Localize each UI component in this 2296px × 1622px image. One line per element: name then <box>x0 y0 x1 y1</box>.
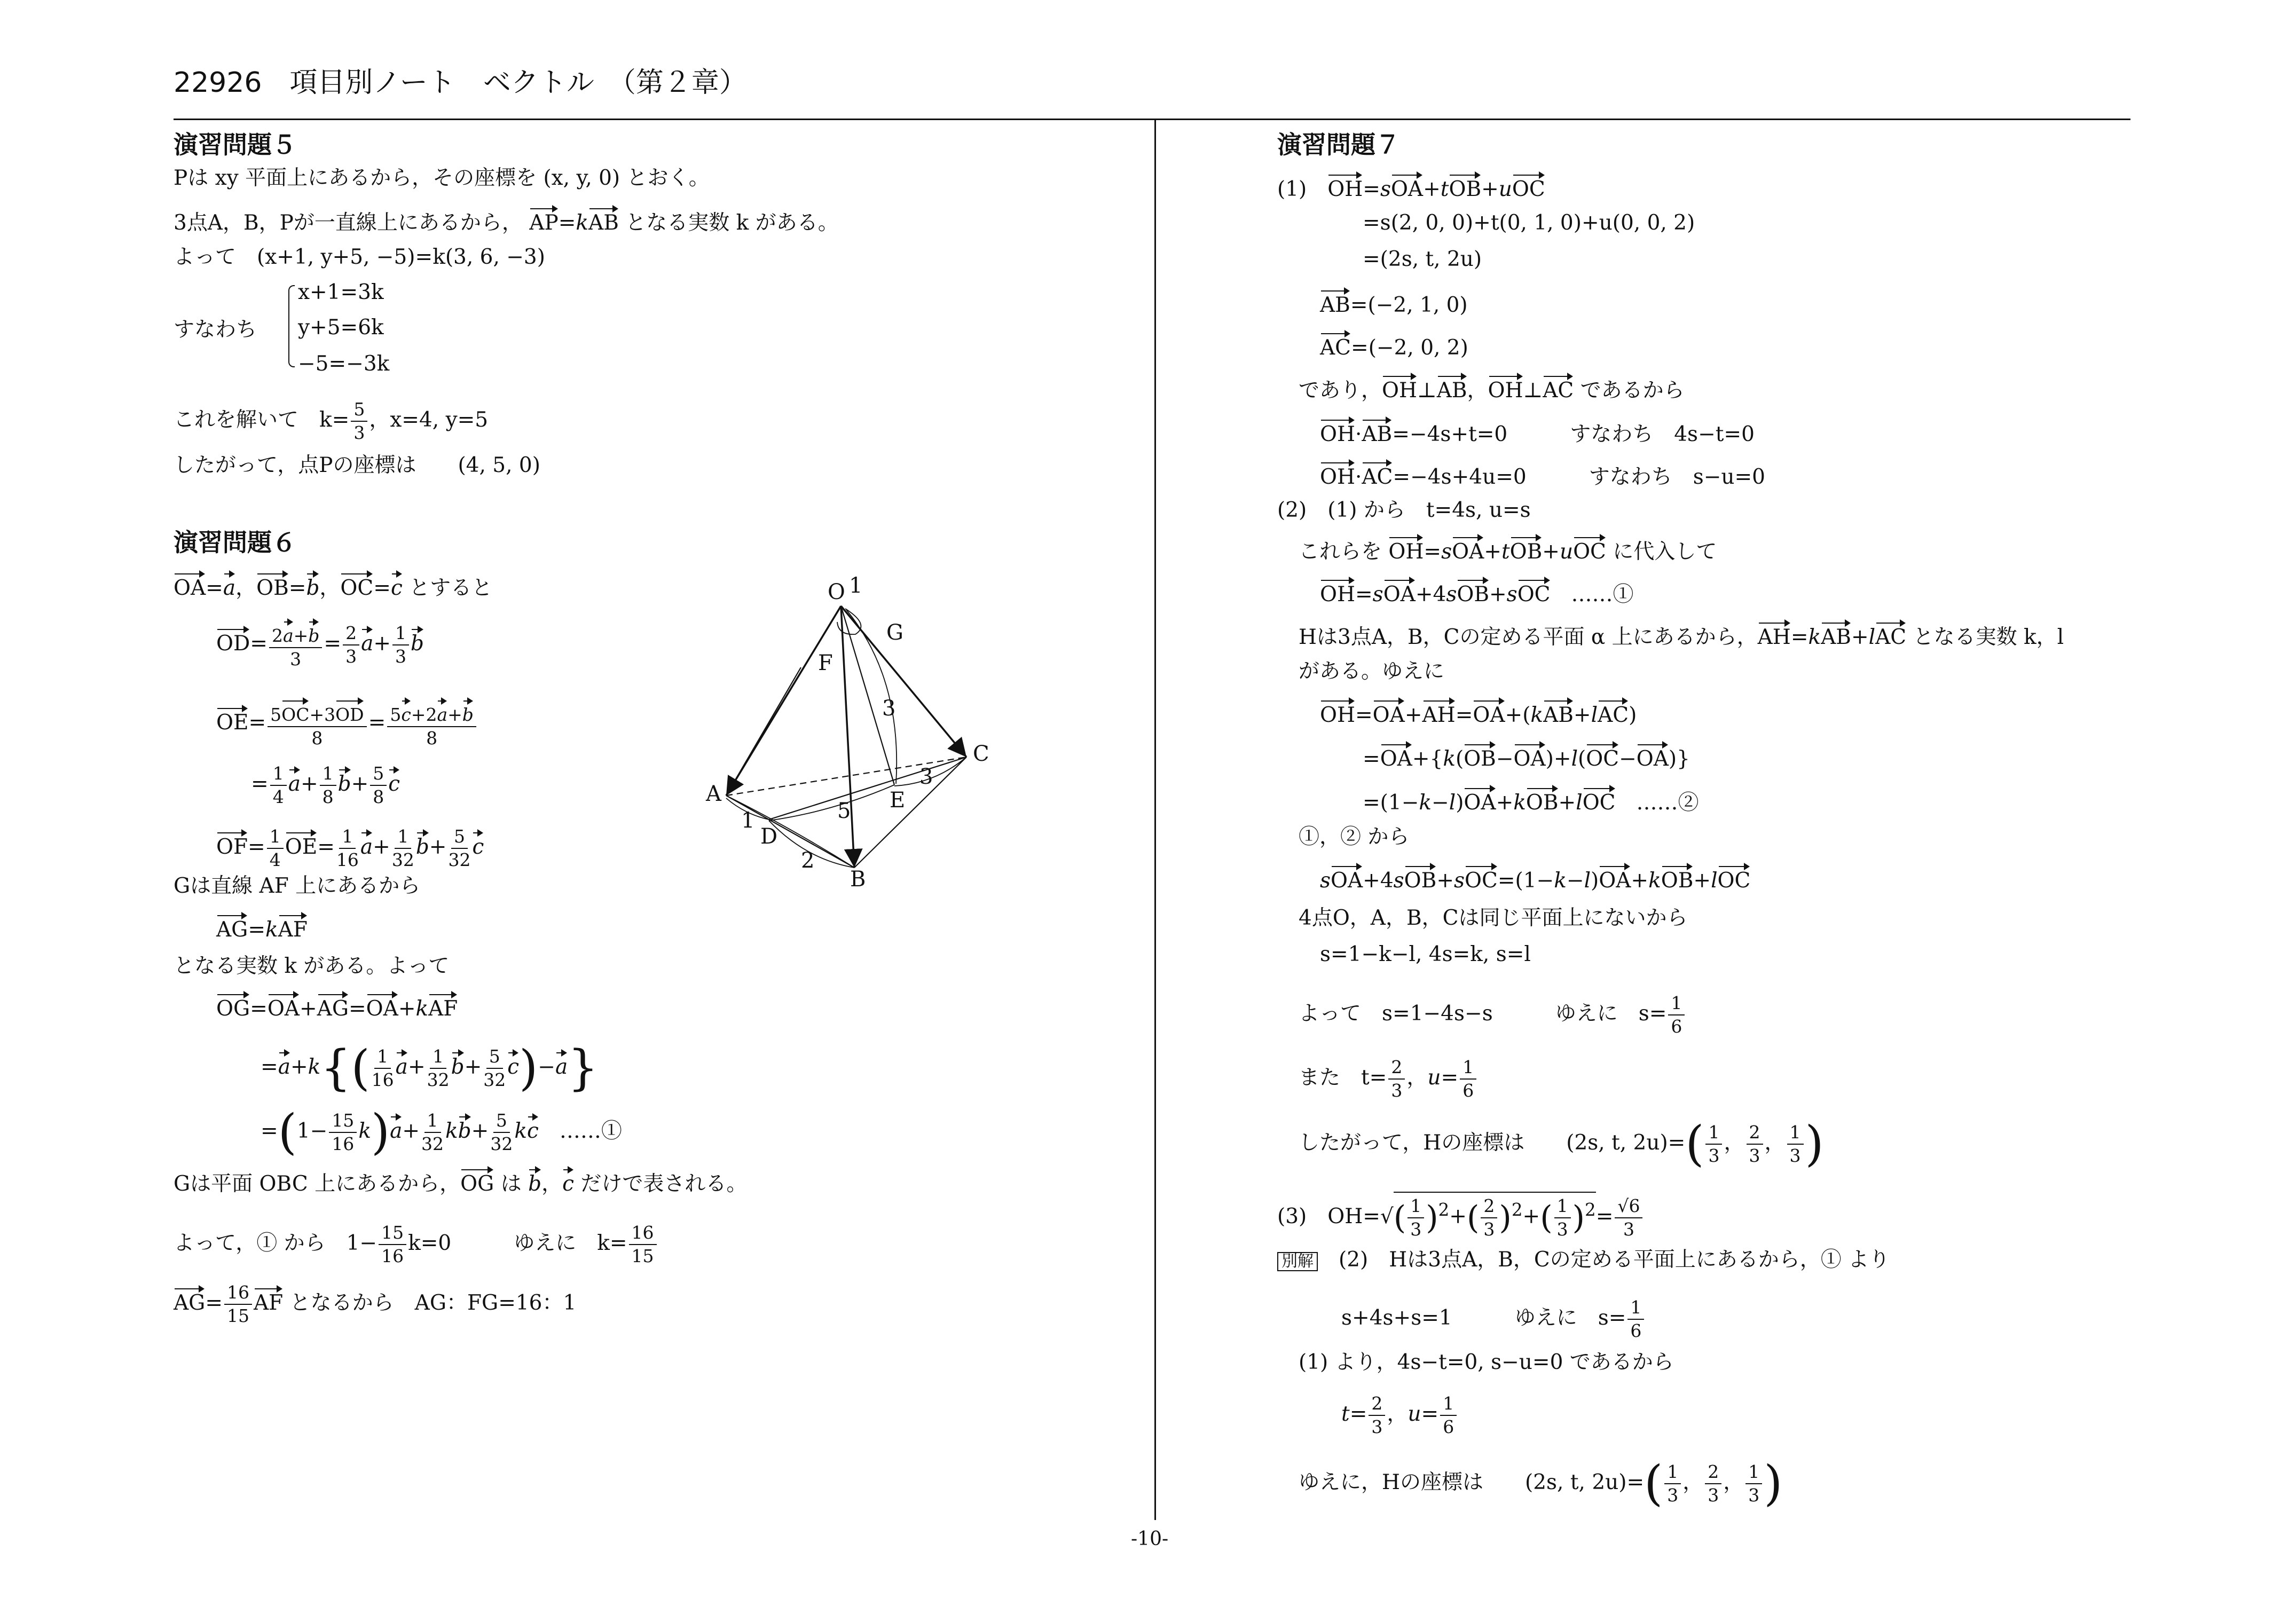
system-eq2: y+5=6k <box>298 316 384 340</box>
ex7-line10-pre: これらを <box>1299 540 1382 564</box>
label-2: 2 <box>801 848 815 873</box>
column-divider <box>1154 119 1156 1520</box>
ex7-line6-tail: であるから <box>1580 379 1685 403</box>
tetrahedron-diagram <box>694 561 1036 892</box>
ex7-ac: AC=(−2, 0, 2) <box>1320 332 1468 358</box>
page-number: -10- <box>1131 1528 1169 1550</box>
ex7-line25-text: (2) Hは3点A，B，Cの定める平面上にあるから，① より <box>1339 1248 1890 1272</box>
ex7-line8: OH·AC=−4s+4u=0 すなわち s−u=0 <box>1320 461 1765 487</box>
ex7-line23: したがって，Hの座標は (2s, t, 2u)=( $\frac{1}{3}$ ， $\frac{2}{3}$ ， $\frac{1}{3}$ ) <box>1299 1115 1824 1172</box>
page-title: 22926 項目別ノート ベクトル （第２章） <box>174 67 747 99</box>
label-3-ec: 3 <box>919 765 933 789</box>
ex7-line24: (3) OH=√( $\frac{1}{3}$ )$^2$+( $\frac{2}{3}$ )$^2$+( $\frac{1}{3}$ )$^2$= $\frac{√6}{3}$ <box>1277 1192 1644 1240</box>
ex6-g3-tail: だけで表される。 <box>580 1172 748 1196</box>
ex7-line7: OH·AB=−4s+t=0 すなわち 4s−t=0 <box>1320 419 1755 445</box>
ex7-line21-text: よって s=1−4s−s ゆえに s= <box>1299 1001 1667 1026</box>
ex7-line25 <box>1277 1249 1890 1271</box>
ex7-line15: =OA+{k(OB−OA)+l(OC−OA)} <box>1363 743 1690 769</box>
ex6-ag: AG=kAF <box>216 914 308 940</box>
label-1-top: 1 <box>849 573 863 598</box>
ex7-eq1-mark: ……① <box>1571 582 1634 607</box>
ex7-line16: =(1−k−l)OA+kOB+lOC ……② <box>1363 787 1699 813</box>
ex5-system <box>288 282 449 378</box>
ex7-part1-label: (1) <box>1277 177 1307 201</box>
ex7-line6-text: であり， <box>1299 379 1382 403</box>
ex6-final: AG= $\frac{16}{15}$ AF となるから AG：FG=16：1 <box>174 1282 577 1326</box>
ex6-oe2: = $\frac{1}{4}$ a+ $\frac{1}{8}$ b+ $\frac{5}{8}$ c <box>251 763 400 807</box>
line-DC <box>769 757 966 820</box>
ex5-line3: よって (x+1, y+5, −5)=k(3, 6, −3) <box>174 245 545 269</box>
ex5-line5-text: これを解いて k= <box>174 407 350 432</box>
ex7-line28: t= $\frac{2}{3}$ ，u= $\frac{1}{6}$ <box>1341 1393 1458 1437</box>
label-C: C <box>973 742 989 766</box>
ex7-line12-tail: となる実数 k，l <box>1913 625 2064 649</box>
ex5-heading: 演習問題５ <box>174 130 296 159</box>
system-eq3: −5=−3k <box>298 352 390 376</box>
ex7-line20: s=1−k−l, 4s=k, s=l <box>1320 942 1531 966</box>
ex5-line2-tail: となる実数 k がある。 <box>625 211 839 235</box>
ex6-od: OD= $\frac{2a+b}{3}$ = $\frac{2}{3}$ a+ $\frac{1}{3}$ b <box>216 620 424 670</box>
ex7-line22-text: また t= <box>1299 1065 1387 1090</box>
label-A: A <box>706 782 721 806</box>
ex7-line29-text: ゆえに，Hの座標は (2s, t, 2u)= <box>1299 1470 1645 1494</box>
ex6-g1: Gは直線 AF 上にあるから <box>174 874 421 898</box>
edge-BC <box>854 757 966 868</box>
ex7-line8-text: =−4s+4u=0 すなわち s−u=0 <box>1393 465 1765 489</box>
ex7-line17: ①，② から <box>1299 825 1410 849</box>
system-eq1: x+1=3k <box>298 280 384 304</box>
ex7-line11: OH=sOA+4sOB+sOC ……① <box>1320 579 1634 605</box>
ex6-g3-text: Gは平面 OBC 上にあるから， <box>174 1172 461 1196</box>
ex7-line12-text: Hは3点A，B，Cの定める平面 α 上にあるから， <box>1299 625 1758 649</box>
ex5-line6: したがって，点Pの座標は (4, 5, 0) <box>174 453 540 477</box>
ex6-og1: OG=OA+AG=OA+kAF <box>216 993 458 1019</box>
betsukai-badge: 別解 <box>1277 1252 1318 1271</box>
ex6-oe: OE= $\frac{5OC+3OD}{8}$ = $\frac{5c+2a+b}{8}$ <box>216 699 478 749</box>
ex7-ab: AB=(−2, 1, 0) <box>1320 289 1468 316</box>
line-AF <box>726 667 801 796</box>
ex7-line19: 4点O，A，B，Cは同じ平面上にないから <box>1299 906 1688 930</box>
ex5-line5: これを解いて k= $\frac{5}{3}$ ，x=4, y=5 <box>174 399 489 443</box>
label-5: 5 <box>837 799 851 823</box>
ex7-line10-tail: に代入して <box>1613 540 1717 564</box>
ex5-line1: Pは xy 平面上にあるから，その座標を (x, y, 0) とおく。 <box>174 166 710 190</box>
ex6-final-text: となるから AG：FG=16：1 <box>289 1290 577 1315</box>
ex5-line5-tail: ，x=4, y=5 <box>369 407 489 432</box>
ex7-line14: OH=OA+AH=OA+(kAB+lAC) <box>1320 699 1637 726</box>
ex7-ac-val: =(−2, 0, 2) <box>1351 336 1468 360</box>
ex7-line27: (1) より，4s−t=0, s−u=0 であるから <box>1299 1350 1674 1374</box>
ex6-of: OF= $\frac{1}{4}$ OE= $\frac{1}{16}$ a+ $\frac{1}{32}$ b+ $\frac{5}{32}$ c <box>216 826 484 870</box>
ex7-line29: ゆえに，Hの座標は (2s, t, 2u)=( $\frac{1}{3}$ ， $\frac{2}{3}$ ， $\frac{1}{3}$ ) <box>1299 1455 1783 1511</box>
label-B: B <box>850 867 866 892</box>
ex5-line4: すなわち <box>174 318 257 342</box>
label-F: F <box>818 651 833 675</box>
ex7-line23-text: したがって，Hの座標は (2s, t, 2u)= <box>1299 1130 1686 1155</box>
ex7-line2: =s(2, 0, 0)+t(0, 1, 0)+u(0, 0, 2) <box>1363 211 1695 235</box>
ex7-line6: であり，OH⊥AB，OH⊥AC であるから <box>1299 375 1685 401</box>
ex6-k-tail: k=0 ゆえに k= <box>408 1231 627 1255</box>
ex7-line24-text: (3) OH= <box>1277 1204 1380 1229</box>
arc-DE <box>769 785 894 821</box>
ex7-ab-val: =(−2, 1, 0) <box>1350 293 1468 317</box>
ex7-line26: s+4s+s=1 ゆえに s= $\frac{1}{6}$ <box>1341 1297 1646 1341</box>
ex7-line1: (1) OH=sOA+tOB+uOC <box>1277 174 1545 200</box>
ex6-k-text: よって，① から 1− <box>174 1231 378 1255</box>
label-D: D <box>760 824 778 849</box>
label-G: G <box>886 620 903 645</box>
ex6-k: よって，① から 1− $\frac{15}{16}$ k=0 ゆえに k= $\frac{16}{15}$ <box>174 1223 658 1266</box>
ex7-line22: また t= $\frac{2}{3}$ ，u= $\frac{1}{6}$ <box>1299 1057 1478 1101</box>
label-O: O <box>828 580 845 604</box>
ex7-line10: これらを OH=sOA+tOB+uOC に代入して <box>1299 536 1717 562</box>
ex7-heading: 演習問題７ <box>1277 130 1400 159</box>
ex6-og3: =(1− $\frac{15}{16}$ k)a+ $\frac{1}{32}$ kb+ $\frac{5}{32}$ kc ……① <box>261 1104 622 1160</box>
ex7-line12: Hは3点A，B，Cの定める平面 α 上にあるから，AH=kAB+lAC となる実数 k，l <box>1299 621 2064 648</box>
ex6-og2: =a+k{( $\frac{1}{16}$ a+ $\frac{1}{32}$ b+ $\frac{5}{32}$ c)−a} <box>261 1040 599 1096</box>
ex7-line7-text: =−4s+t=0 すなわち 4s−t=0 <box>1392 422 1755 446</box>
ex6-def: OA=a，OB=b，OC=c とすると <box>174 572 492 599</box>
label-3-oe: 3 <box>882 696 896 721</box>
ex7-line9: (2) (1) から t=4s, u=s <box>1277 498 1531 522</box>
ex7-line3: =(2s, t, 2u) <box>1363 247 1482 271</box>
ex6-g3: Gは平面 OBC 上にあるから，OG は b，c だけで表される。 <box>174 1168 747 1194</box>
label-1-ad: 1 <box>741 808 755 833</box>
ex7-line26-text: s+4s+s=1 ゆえに s= <box>1341 1305 1626 1330</box>
ex7-line13: がある。ゆえに <box>1299 659 1445 683</box>
label-E: E <box>890 788 906 813</box>
ex7-line18: sOA+4sOB+sOC=(1−k−l)OA+kOB+lOC <box>1320 865 1750 891</box>
ex6-g2: となる実数 k がある。よって <box>174 954 450 978</box>
ex7-line21: よって s=1−4s−s ゆえに s= $\frac{1}{6}$ <box>1299 993 1686 1037</box>
ex5-line2-text: 3点A，B，Pが一直線上にあるから， <box>174 211 523 235</box>
ex6-heading: 演習問題６ <box>174 528 296 557</box>
header-rule <box>174 119 2130 120</box>
ex5-line2: 3点A，B，Pが一直線上にあるから， AP=kAB となる実数 k がある。 <box>174 207 839 233</box>
